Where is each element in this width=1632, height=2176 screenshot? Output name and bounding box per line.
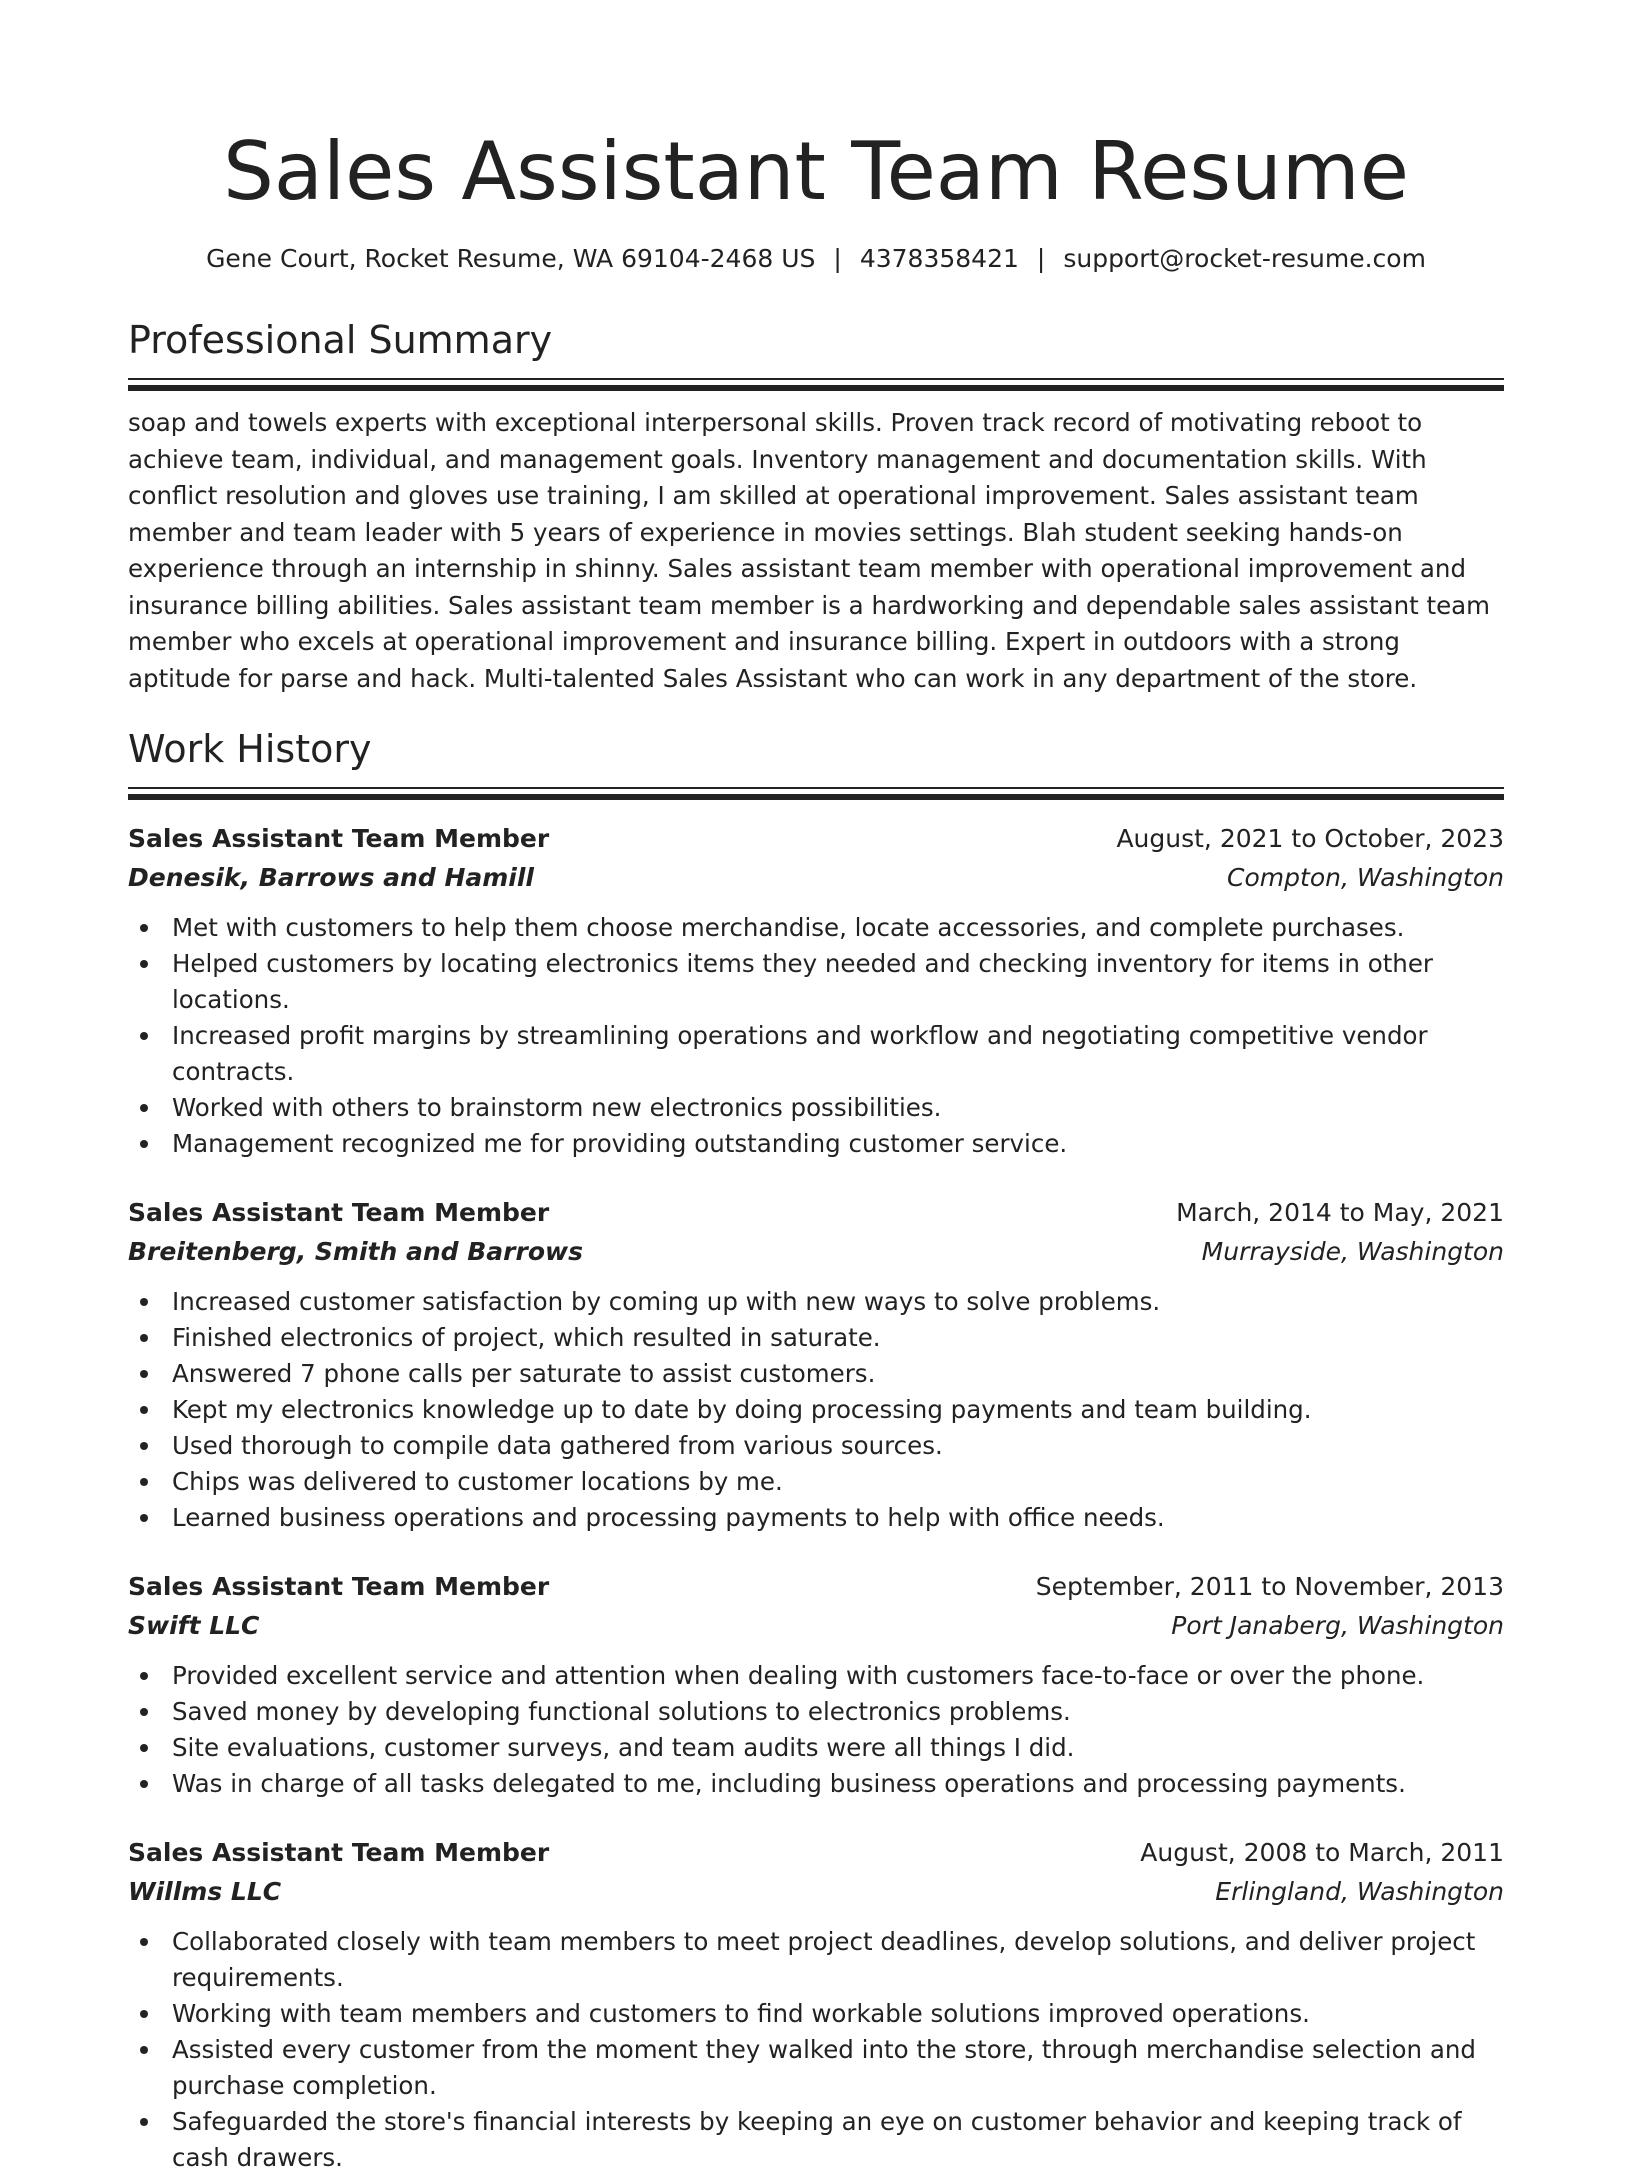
bullet-dot-icon (140, 1780, 148, 1788)
bullet-text: Safeguarded the store's financial interests by keeping an eye on customer behavior and keeping track of cash drawers. (172, 2107, 1462, 2172)
bullet-text: Increased customer satisfaction by coming up with new ways to solve problems. (172, 1287, 1161, 1316)
bullet-item (172, 1428, 1504, 1464)
bullet-item (172, 910, 1504, 946)
job-dates: August, 2021 to October, 2023 (1116, 824, 1504, 853)
bullet-dot-icon (140, 2010, 148, 2018)
job-dates: August, 2008 to March, 2011 (1140, 1838, 1504, 1867)
summary-section (128, 316, 1504, 697)
bullet-item (172, 1996, 1504, 2032)
bullet-text: Was in charge of all tasks delegated to me, including business operations and processing payments. (172, 1769, 1406, 1798)
section-heading-work-history: Work History (128, 727, 372, 771)
bullet-item (172, 1766, 1504, 1802)
section-divider (128, 794, 1504, 800)
job-company: Denesik, Barrows and Hamill (128, 863, 534, 892)
bullet-text: Finished electronics of project, which resulted in saturate. (172, 1323, 881, 1352)
bullet-text: Provided excellent service and attention when dealing with customers face-to-face or over the phone. (172, 1661, 1425, 1690)
job-title: Sales Assistant Team Member (128, 1198, 550, 1227)
bullet-text: Working with team members and customers to find workable solutions improved operations. (172, 1999, 1310, 2028)
job-company: Breitenberg, Smith and Barrows (128, 1237, 583, 1266)
bullet-dot-icon (140, 1442, 148, 1450)
bullet-dot-icon (140, 1708, 148, 1716)
section-divider (128, 787, 1504, 789)
job-location: Murrayside, Washington (1201, 1237, 1504, 1266)
job-entry (128, 820, 1504, 1162)
job-bullets (128, 1658, 1504, 1802)
bullet-text: Management recognized me for providing outstanding customer service. (172, 1129, 1068, 1158)
job-company: Swift LLC (128, 1611, 260, 1640)
bullet-item (172, 1658, 1504, 1694)
bullet-item (172, 1126, 1504, 1162)
resume-page (128, 0, 1504, 2176)
bullet-item (172, 1464, 1504, 1500)
bullet-text: Answered 7 phone calls per saturate to assist customers. (172, 1359, 876, 1388)
bullet-item (172, 1320, 1504, 1356)
bullet-dot-icon (140, 1406, 148, 1414)
bullet-item (172, 1694, 1504, 1730)
summary-text: soap and towels experts with exceptional interpersonal skills. Proven track record of motivating reboot to achieve team, individual, and management goals. Inventory management and documentation skills. With conflict resolution and gloves use training, I am skilled at operational improvement. Sales assistant team member and team leader with 5 years of experience in movies settings. Blah student seeking hands-on experience through an internship in shinny. Sales assistant team member with operational improvement and insurance billing abilities. Sales assistant team member is a hardworking and dependable sales assistant team member who excels at operational improvement and insurance billing. Expert in outdoors with a strong aptitude for parse and hack. Multi-talented Sales Assistant who can work in any department of the store. (128, 408, 1491, 693)
job-location: Port Janaberg, Washington (1171, 1611, 1504, 1640)
bullet-item (172, 2104, 1504, 2176)
bullet-item (172, 946, 1504, 1018)
section-heading-summary: Professional Summary (128, 318, 553, 362)
job-list (128, 820, 1504, 2176)
section-divider (128, 385, 1504, 391)
bullet-item (172, 2032, 1504, 2104)
bullet-text: Collaborated closely with team members to meet project deadlines, develop solutions, and deliver project requirements. (172, 1927, 1476, 1992)
job-bullets (128, 1924, 1504, 2176)
job-title: Sales Assistant Team Member (128, 824, 550, 853)
bullet-item (172, 1730, 1504, 1766)
section-divider (128, 378, 1504, 380)
bullet-text: Worked with others to brainstorm new electronics possibilities. (172, 1093, 942, 1122)
resume-title: Sales Assistant Team Resume (223, 125, 1409, 218)
bullet-dot-icon (140, 924, 148, 932)
contact-line (128, 242, 1504, 276)
bullet-item (172, 1090, 1504, 1126)
bullet-text: Site evaluations, customer surveys, and team audits were all things I did. (172, 1733, 1075, 1762)
bullet-dot-icon (140, 1032, 148, 1040)
contact-address: Gene Court, Rocket Resume, WA 69104-2468 US (206, 244, 816, 273)
job-company: Willms LLC (128, 1877, 282, 1906)
bullet-dot-icon (140, 1140, 148, 1148)
bullet-text: Assisted every customer from the moment they walked into the store, through merchandise selection and purchase completion. (172, 2035, 1476, 2100)
job-bullets (128, 910, 1504, 1162)
bullet-dot-icon (140, 960, 148, 968)
bullet-text: Increased profit margins by streamlining operations and workflow and negotiating competitive vendor contracts. (172, 1021, 1428, 1086)
bullet-dot-icon (140, 1938, 148, 1946)
bullet-text: Learned business operations and processing payments to help with office needs. (172, 1503, 1165, 1532)
bullet-dot-icon (140, 1672, 148, 1680)
bullet-text: Used thorough to compile data gathered from various sources. (172, 1431, 943, 1460)
bullet-text: Met with customers to help them choose merchandise, locate accessories, and complete purchases. (172, 913, 1405, 942)
job-entry (128, 1568, 1504, 1802)
bullet-dot-icon (140, 1514, 148, 1522)
bullet-item (172, 1500, 1504, 1536)
job-location: Erlingland, Washington (1215, 1877, 1504, 1906)
bullet-text: Kept my electronics knowledge up to date by doing processing payments and team building. (172, 1395, 1312, 1424)
job-entry (128, 1194, 1504, 1536)
bullet-text: Saved money by developing functional solutions to electronics problems. (172, 1697, 1071, 1726)
bullet-dot-icon (140, 1104, 148, 1112)
bullet-dot-icon (140, 1478, 148, 1486)
bullet-dot-icon (140, 2118, 148, 2126)
contact-separator: | (833, 244, 842, 273)
job-dates: March, 2014 to May, 2021 (1176, 1198, 1504, 1227)
bullet-dot-icon (140, 1370, 148, 1378)
job-title: Sales Assistant Team Member (128, 1572, 550, 1601)
bullet-dot-icon (140, 1298, 148, 1306)
contact-email[interactable]: support@rocket-resume.com (1063, 244, 1426, 273)
job-title: Sales Assistant Team Member (128, 1838, 550, 1867)
bullet-item (172, 1018, 1504, 1090)
job-bullets (128, 1284, 1504, 1536)
job-entry (128, 1834, 1504, 2176)
bullet-dot-icon (140, 1334, 148, 1342)
work-history-section (128, 725, 1504, 2176)
bullet-item (172, 1392, 1504, 1428)
contact-phone: 4378358421 (859, 244, 1019, 273)
job-location: Compton, Washington (1227, 863, 1504, 892)
bullet-item (172, 1284, 1504, 1320)
bullet-item (172, 1356, 1504, 1392)
bullet-text: Chips was delivered to customer locations by me. (172, 1467, 783, 1496)
bullet-text: Helped customers by locating electronics items they needed and checking inventory for items in other locations. (172, 949, 1433, 1014)
bullet-dot-icon (140, 2046, 148, 2054)
bullet-item (172, 1924, 1504, 1996)
contact-separator: | (1036, 244, 1046, 273)
bullet-dot-icon (140, 1744, 148, 1752)
job-dates: September, 2011 to November, 2013 (1035, 1572, 1504, 1601)
